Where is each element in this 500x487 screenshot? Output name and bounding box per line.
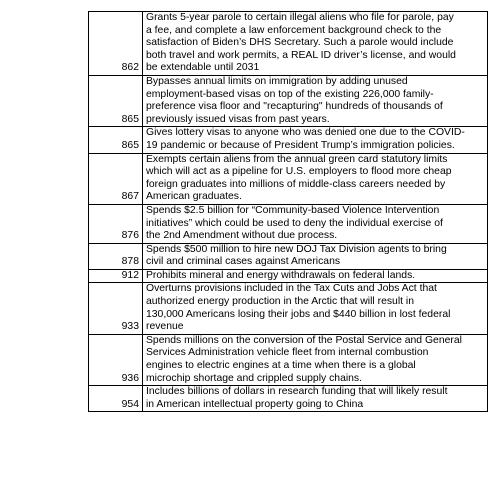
description-line: foreign graduates into millions of middle-class careers needed by <box>146 178 446 190</box>
page-number-cell: 862 <box>89 12 143 76</box>
description-line: engines to electric engines at a time when there is a global <box>146 360 416 372</box>
provision-description-cell <box>143 12 488 76</box>
provisions-table-body <box>89 12 488 412</box>
page-number-cell: 936 <box>89 334 143 385</box>
provision-description-cell <box>143 243 488 269</box>
page-number-cell: 865 <box>89 75 143 126</box>
table-row <box>89 283 488 334</box>
description-line: preference visa floor and "recapturing" hundreds of thousands of <box>146 101 443 113</box>
page-number-cell: 867 <box>89 153 143 204</box>
description-line: the 2nd Amendment without due process. <box>146 230 338 242</box>
provisions-sheet <box>88 11 487 412</box>
page-number-cell: 933 <box>89 283 143 334</box>
description-line: initiatives” which could be used to deny the individual exercise of <box>146 217 443 229</box>
description-line: Exempts certain aliens from the annual green card statutory limits <box>146 153 448 165</box>
provision-description-cell <box>143 204 488 243</box>
page-number-cell: 876 <box>89 204 143 243</box>
provision-description-cell <box>143 127 488 153</box>
description-line: Bypasses annual limits on immigration by adding unused <box>146 75 408 87</box>
table-row <box>89 12 488 76</box>
description-line: both travel and work permits, a REAL ID driver’s license, and would <box>146 49 456 61</box>
table-row <box>89 243 488 269</box>
description-line: be extendable until 2031 <box>146 62 260 74</box>
description-line: authorized energy production in the Arctic that will result in <box>146 296 414 308</box>
provision-description-cell <box>143 153 488 204</box>
description-line: revenue <box>146 321 184 333</box>
table-row <box>89 75 488 126</box>
description-line: microchip shortage and crippled supply chains. <box>146 372 363 384</box>
description-line: employment-based visas on top of the existing 226,000 family- <box>146 88 434 100</box>
description-line: satisfaction of Biden’s DHS Secretary. Such a parole would include <box>146 37 454 49</box>
provision-description-cell <box>143 269 488 283</box>
description-line: Grants 5-year parole to certain illegal aliens who file for parole, pay <box>146 12 454 23</box>
table-row <box>89 153 488 204</box>
table-row <box>89 334 488 385</box>
provision-description-cell <box>143 386 488 412</box>
description-line: previously issued visas from past years. <box>146 113 330 125</box>
description-line: in American intellectual property going to China <box>146 398 364 410</box>
description-line: Spends millions on the conversion of the Postal Service and General <box>146 334 462 346</box>
description-line: 130,000 Americans losing their jobs and $440 billion in lost federal <box>146 308 451 320</box>
description-line: Spends $500 million to hire new DOJ Tax Division agents to bring <box>146 243 447 255</box>
description-line: Gives lottery visas to anyone who was denied one due to the COVID- <box>146 127 465 139</box>
table-row <box>89 204 488 243</box>
provision-description-cell <box>143 334 488 385</box>
description-line: Spends $2.5 billion for “Community-based Violence Intervention <box>146 204 440 216</box>
description-line: Services Administration vehicle fleet from internal combustion <box>146 347 429 359</box>
description-line: American graduates. <box>146 191 242 203</box>
table-row <box>89 127 488 153</box>
description-line: civil and criminal cases against Americans <box>146 256 341 268</box>
provision-description-cell <box>143 75 488 126</box>
page-number-cell: 954 <box>89 386 143 412</box>
description-line: 19 pandemic or because of President Trump’s immigration policies. <box>146 139 455 151</box>
provision-description-cell <box>143 283 488 334</box>
description-line: Includes billions of dollars in research funding that will likely result <box>146 386 448 398</box>
table-row <box>89 269 488 283</box>
description-line: which will act as a pipeline for U.S. employers to flood more cheap <box>146 166 452 178</box>
description-line: Prohibits mineral and energy withdrawals on federal lands. <box>146 269 416 281</box>
table-row <box>89 386 488 412</box>
page-number-cell: 912 <box>89 269 143 283</box>
page-number-cell: 865 <box>89 127 143 153</box>
description-line: a fee, and complete a law enforcement background check to the <box>146 24 442 36</box>
provisions-table <box>88 11 488 412</box>
description-line: Overturns provisions included in the Tax Cuts and Jobs Act that <box>146 283 437 295</box>
page-number-cell: 878 <box>89 243 143 269</box>
